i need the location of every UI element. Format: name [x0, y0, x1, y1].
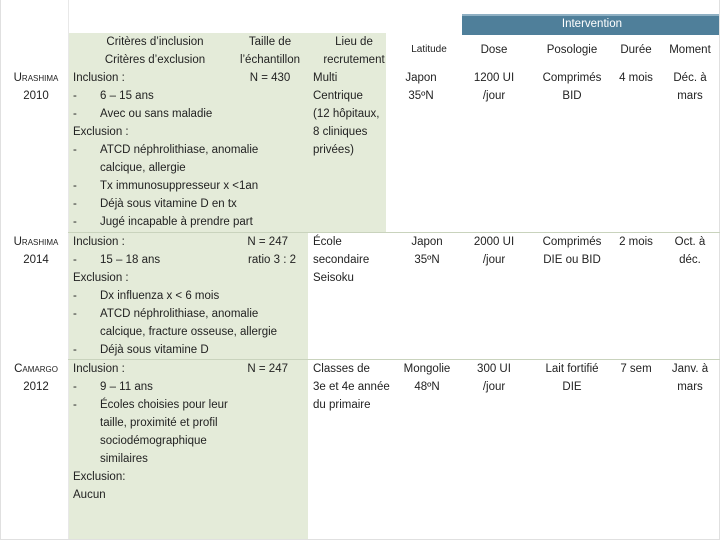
header-recruitment: Lieu de recrutement: [323, 36, 385, 66]
recruitment-line: Multi: [313, 72, 338, 84]
latitude-value: [398, 360, 456, 396]
criteria-text: Déjà sous vitamine D en tx: [100, 198, 237, 210]
criteria-heading: [73, 468, 228, 486]
study-label: Urashima 2014: [13, 236, 59, 266]
posology-value: [530, 233, 614, 269]
duration-value: 7 sem: [620, 363, 652, 375]
recruitment-line: 8 cliniques: [313, 126, 368, 138]
bullet-dash: -: [73, 308, 77, 320]
criteria-text: sociodémographique: [100, 435, 207, 447]
dose-line: /jour: [482, 254, 506, 266]
latitude-value: [398, 233, 456, 269]
criteria-text: calcique, allergie: [100, 162, 186, 174]
dose-line: /jour: [482, 381, 506, 393]
header-posology: Posologie: [546, 44, 598, 56]
criteria-text: Inclusion :: [73, 363, 125, 375]
timing-line: mars: [677, 381, 703, 393]
recruitment-line: Seisoku: [313, 272, 354, 284]
latitude-line: Japon: [405, 72, 437, 84]
criteria-heading: [73, 360, 228, 378]
timing-value: [662, 360, 718, 396]
dose-value: [462, 69, 526, 105]
criteria-text: 9 – 11 ans: [100, 381, 153, 393]
posology-value: [530, 69, 614, 105]
timing-line: mars: [677, 90, 703, 102]
criteria-item: [73, 378, 228, 396]
dose-line: /jour: [482, 90, 506, 102]
sample-size: N = 247: [247, 363, 288, 375]
bullet-dash: -: [73, 108, 77, 120]
criteria-item: [73, 177, 258, 195]
criteria-list: [73, 360, 228, 504]
bullet-dash: -: [73, 399, 77, 411]
criteria-heading: [73, 486, 228, 504]
criteria-text: 6 – 15 ans: [100, 90, 154, 102]
recruitment-line: Classes de: [313, 363, 370, 375]
posology-line: BID: [562, 90, 582, 102]
criteria-item: [73, 213, 258, 231]
header-sample-size: Taille de l’échantillon: [239, 36, 301, 66]
bullet-dash: -: [73, 216, 77, 228]
criteria-heading: [73, 123, 258, 141]
criteria-item: [73, 105, 258, 123]
timing-line: déc.: [679, 254, 701, 266]
latitude-line: Japon: [411, 236, 443, 248]
header-dose: Dose: [480, 44, 508, 56]
criteria-text: taille, proximité et profil: [100, 417, 218, 429]
bullet-dash: -: [73, 254, 77, 266]
recruitment-line: (12 hôpitaux,: [313, 108, 380, 120]
criteria-text: calcique, fracture osseuse, allergie: [100, 326, 278, 338]
criteria-item: [73, 305, 277, 323]
study-label: Camargo 2012: [14, 363, 58, 393]
criteria-text: Déjà sous vitamine D: [100, 344, 209, 356]
header-timing: Moment: [669, 44, 711, 56]
bullet-dash: -: [73, 290, 77, 302]
bullet-dash: -: [73, 381, 77, 393]
header-criteria: Critères d’inclusion Critères d’exclusion: [104, 36, 206, 66]
posology-line: DIE: [562, 381, 582, 393]
bullet-dash: -: [73, 90, 77, 102]
criteria-item: [73, 341, 277, 359]
criteria-heading: [73, 69, 258, 87]
criteria-text: Exclusion :: [73, 126, 129, 138]
dose-value: [462, 233, 526, 269]
criteria-text: ATCD néphrolithiase, anomalie: [100, 144, 259, 156]
latitude-line: 48ºN: [414, 381, 440, 393]
criteria-list: [73, 69, 258, 231]
posology-line: Comprimés: [542, 72, 602, 84]
intervention-header: [462, 14, 720, 35]
recruitment-site: [313, 360, 403, 414]
criteria-item: [73, 396, 228, 414]
header-latitude: Latitude: [411, 44, 447, 55]
bullet-dash: -: [73, 198, 77, 210]
recruitment-line: 3e et 4e année: [313, 381, 390, 393]
dose-line: 2000 UI: [473, 236, 515, 248]
latitude-line: 35ºN: [408, 90, 434, 102]
latitude-line: Mongolie: [403, 363, 451, 375]
intervention-label: Intervention: [561, 18, 622, 30]
sample-size: N = 430: [249, 72, 291, 84]
dose-value: [462, 360, 526, 396]
criteria-text: Dx influenza x < 6 mois: [100, 290, 220, 302]
bullet-dash: -: [73, 144, 77, 156]
bullet-dash: -: [73, 180, 77, 192]
criteria-heading: [73, 269, 277, 287]
timing-line: Oct. à: [674, 236, 706, 248]
recruitment-line: du primaire: [313, 399, 371, 411]
criteria-item: [73, 87, 258, 105]
criteria-text: Exclusion :: [73, 272, 129, 284]
criteria-text: Tx immunosuppresseur x <1an: [100, 180, 259, 192]
recruitment-site: [313, 233, 403, 287]
criteria-item: [73, 450, 228, 468]
recruitment-line: secondaire: [313, 254, 370, 266]
posology-value: [530, 360, 614, 396]
criteria-item: [73, 287, 277, 305]
latitude-line: 35ºN: [414, 254, 440, 266]
recruitment-line: Centrique: [313, 90, 363, 102]
duration-value: 2 mois: [619, 236, 653, 248]
criteria-text: similaires: [100, 453, 148, 465]
dose-line: 1200 UI: [473, 72, 515, 84]
criteria-text: ATCD néphrolithiase, anomalie: [100, 308, 259, 320]
criteria-item: [73, 159, 258, 177]
criteria-item: [73, 432, 228, 450]
criteria-item: [73, 323, 277, 341]
posology-line: DIE ou BID: [543, 254, 601, 266]
divider: [0, 0, 1, 540]
recruitment-line: École: [313, 236, 342, 248]
criteria-text: Exclusion:: [73, 471, 126, 483]
criteria-item: [73, 141, 258, 159]
criteria-text: Inclusion :: [73, 236, 125, 248]
posology-line: Comprimés: [542, 236, 602, 248]
timing-line: Janv. à: [671, 363, 709, 375]
recruitment-site: [313, 69, 403, 159]
timing-value: [662, 233, 718, 269]
criteria-text: Écoles choisies pour leur: [100, 399, 228, 411]
timing-line: Déc. à: [673, 72, 707, 84]
duration-value: 4 mois: [619, 72, 653, 84]
criteria-text: Jugé incapable à prendre part: [100, 216, 253, 228]
sample-size: N = 247 ratio 3 : 2: [247, 236, 296, 266]
timing-value: [662, 69, 718, 105]
header-duration: Durée: [620, 44, 652, 56]
criteria-text: 15 – 18 ans: [100, 254, 161, 266]
latitude-value: [398, 69, 444, 105]
criteria-text: Inclusion :: [73, 72, 125, 84]
dose-line: 300 UI: [477, 363, 511, 375]
bullet-dash: -: [73, 344, 77, 356]
divider: [68, 0, 69, 540]
study-label: Urashima 2010: [13, 72, 59, 102]
recruitment-line: privées): [313, 144, 354, 156]
criteria-item: [73, 414, 228, 432]
criteria-text: Avec ou sans maladie: [100, 108, 213, 120]
posology-line: Lait fortifié: [545, 363, 599, 375]
criteria-text: Aucun: [73, 489, 106, 501]
criteria-item: [73, 195, 258, 213]
